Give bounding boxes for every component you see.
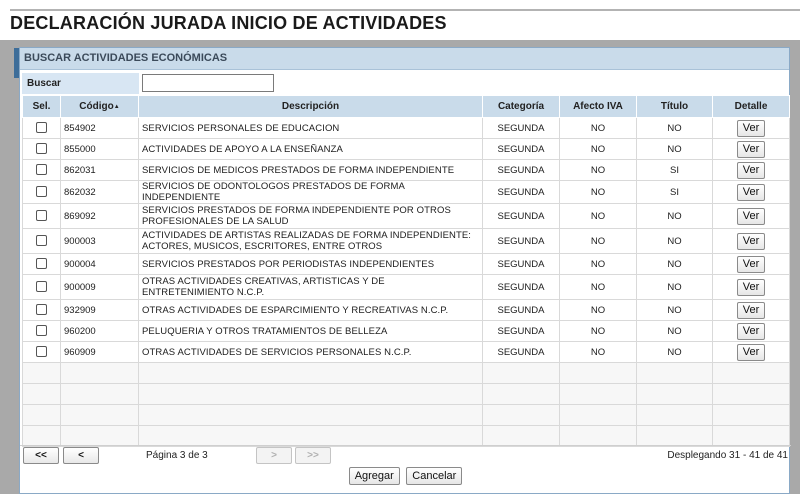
sort-ascending-icon: ▲ bbox=[113, 104, 120, 110]
search-row bbox=[22, 73, 788, 94]
empty-table-row bbox=[23, 426, 790, 447]
row-categoria: SEGUNDA bbox=[483, 118, 560, 139]
add-button[interactable]: Agregar bbox=[349, 467, 400, 485]
row-afecto-iva: NO bbox=[560, 275, 637, 300]
row-titulo: SI bbox=[637, 181, 713, 204]
row-afecto-iva: NO bbox=[560, 139, 637, 160]
first-page-button[interactable]: << bbox=[23, 447, 59, 464]
view-detail-button[interactable]: Ver bbox=[737, 120, 765, 137]
row-codigo: 960200 bbox=[61, 321, 139, 342]
row-afecto-iva: NO bbox=[560, 118, 637, 139]
row-categoria: SEGUNDA bbox=[483, 139, 560, 160]
table-row bbox=[23, 139, 790, 160]
column-header-codigo[interactable] bbox=[61, 96, 139, 118]
row-select-cell bbox=[23, 254, 61, 275]
row-titulo: NO bbox=[637, 300, 713, 321]
dialog-actions bbox=[20, 466, 791, 488]
row-detalle-cell bbox=[713, 118, 790, 139]
dialog-title: BUSCAR ACTIVIDADES ECONÓMICAS bbox=[20, 48, 789, 70]
view-detail-button[interactable]: Ver bbox=[737, 208, 765, 225]
row-detalle-cell bbox=[713, 160, 790, 181]
row-categoria: SEGUNDA bbox=[483, 160, 560, 181]
row-titulo: SI bbox=[637, 160, 713, 181]
row-select-checkbox[interactable] bbox=[36, 346, 47, 357]
row-afecto-iva: NO bbox=[560, 181, 637, 204]
results-count: Desplegando 31 - 41 de 41 bbox=[667, 450, 788, 461]
view-detail-button[interactable]: Ver bbox=[737, 323, 765, 340]
row-codigo: 854902 bbox=[61, 118, 139, 139]
row-descripcion: PELUQUERIA Y OTROS TRATAMIENTOS DE BELLEZA bbox=[139, 321, 483, 342]
row-descripcion: OTRAS ACTIVIDADES DE ESPARCIMIENTO Y RECREATIVAS N.C.P. bbox=[139, 300, 483, 321]
row-select-checkbox[interactable] bbox=[36, 281, 47, 292]
row-titulo: NO bbox=[637, 342, 713, 363]
row-select-cell bbox=[23, 275, 61, 300]
row-detalle-cell bbox=[713, 139, 790, 160]
prev-page-button[interactable]: < bbox=[63, 447, 99, 464]
row-afecto-iva: NO bbox=[560, 254, 637, 275]
view-detail-button[interactable]: Ver bbox=[737, 162, 765, 179]
row-codigo: 900009 bbox=[61, 275, 139, 300]
row-select-checkbox[interactable] bbox=[36, 122, 47, 133]
row-detalle-cell bbox=[713, 229, 790, 254]
row-descripcion: SERVICIOS PRESTADOS DE FORMA INDEPENDIENTE POR OTROS PROFESIONALES DE LA SALUD bbox=[139, 204, 483, 229]
view-detail-button[interactable]: Ver bbox=[737, 302, 765, 319]
row-afecto-iva: NO bbox=[560, 300, 637, 321]
row-codigo: 862031 bbox=[61, 160, 139, 181]
table-row bbox=[23, 204, 790, 229]
row-titulo: NO bbox=[637, 139, 713, 160]
table-row bbox=[23, 275, 790, 300]
row-select-checkbox[interactable] bbox=[36, 235, 47, 246]
row-descripcion: SERVICIOS PRESTADOS POR PERIODISTAS INDEPENDIENTES bbox=[139, 254, 483, 275]
row-select-cell bbox=[23, 181, 61, 204]
row-categoria: SEGUNDA bbox=[483, 275, 560, 300]
row-codigo: 862032 bbox=[61, 181, 139, 204]
row-select-checkbox[interactable] bbox=[36, 143, 47, 154]
row-detalle-cell bbox=[713, 204, 790, 229]
table-row bbox=[23, 321, 790, 342]
column-header-detalle: Detalle bbox=[713, 96, 790, 118]
table-row bbox=[23, 181, 790, 204]
column-header-sel: Sel. bbox=[23, 96, 61, 118]
row-select-cell bbox=[23, 229, 61, 254]
row-select-checkbox[interactable] bbox=[36, 164, 47, 175]
row-categoria: SEGUNDA bbox=[483, 181, 560, 204]
view-detail-button[interactable]: Ver bbox=[737, 141, 765, 158]
row-detalle-cell bbox=[713, 300, 790, 321]
row-titulo: NO bbox=[637, 118, 713, 139]
table-header-row bbox=[23, 96, 790, 118]
pagination-bar bbox=[20, 445, 791, 467]
row-select-cell bbox=[23, 342, 61, 363]
row-descripcion: ACTIVIDADES DE APOYO A LA ENSEÑANZA bbox=[139, 139, 483, 160]
next-page-button[interactable]: > bbox=[256, 447, 292, 464]
column-header-codigo-label: Código bbox=[79, 101, 114, 112]
empty-table-row bbox=[23, 405, 790, 426]
activities-table bbox=[22, 95, 790, 447]
row-descripcion: SERVICIOS PERSONALES DE EDUCACION bbox=[139, 118, 483, 139]
table-row bbox=[23, 342, 790, 363]
row-categoria: SEGUNDA bbox=[483, 321, 560, 342]
row-select-cell bbox=[23, 160, 61, 181]
row-categoria: SEGUNDA bbox=[483, 342, 560, 363]
row-select-cell bbox=[23, 118, 61, 139]
row-detalle-cell bbox=[713, 321, 790, 342]
row-afecto-iva: NO bbox=[560, 342, 637, 363]
table-row bbox=[23, 254, 790, 275]
row-afecto-iva: NO bbox=[560, 321, 637, 342]
row-descripcion: ACTIVIDADES DE ARTISTAS REALIZADAS DE FORMA INDEPENDIENTE: ACTORES, MUSICOS, ESCRITORES, ENTRE OTROS bbox=[139, 229, 483, 254]
row-detalle-cell bbox=[713, 342, 790, 363]
row-afecto-iva: NO bbox=[560, 229, 637, 254]
row-categoria: SEGUNDA bbox=[483, 254, 560, 275]
row-select-checkbox[interactable] bbox=[36, 210, 47, 221]
page-title: DECLARACIÓN JURADA INICIO DE ACTIVIDADES bbox=[10, 13, 447, 33]
row-select-checkbox[interactable] bbox=[36, 258, 47, 269]
column-header-categoria: Categoría bbox=[483, 96, 560, 118]
row-select-cell bbox=[23, 321, 61, 342]
cancel-button[interactable]: Cancelar bbox=[406, 467, 462, 485]
row-codigo: 960909 bbox=[61, 342, 139, 363]
table-row bbox=[23, 229, 790, 254]
row-afecto-iva: NO bbox=[560, 160, 637, 181]
column-header-titulo: Título bbox=[637, 96, 713, 118]
view-detail-button[interactable]: Ver bbox=[737, 279, 765, 296]
search-label: Buscar bbox=[22, 73, 139, 94]
table-row bbox=[23, 300, 790, 321]
view-detail-button[interactable]: Ver bbox=[737, 344, 765, 361]
row-codigo: 900004 bbox=[61, 254, 139, 275]
row-titulo: NO bbox=[637, 204, 713, 229]
row-descripcion: SERVICIOS DE MEDICOS PRESTADOS DE FORMA INDEPENDIENTE bbox=[139, 160, 483, 181]
row-detalle-cell bbox=[713, 254, 790, 275]
row-select-cell bbox=[23, 204, 61, 229]
empty-table-row bbox=[23, 363, 790, 384]
activities-search-dialog bbox=[19, 47, 790, 494]
empty-table-row bbox=[23, 384, 790, 405]
row-titulo: NO bbox=[637, 275, 713, 300]
row-categoria: SEGUNDA bbox=[483, 300, 560, 321]
row-detalle-cell bbox=[713, 181, 790, 204]
row-descripcion: OTRAS ACTIVIDADES DE SERVICIOS PERSONALES N.C.P. bbox=[139, 342, 483, 363]
top-divider bbox=[10, 9, 800, 11]
view-detail-button[interactable]: Ver bbox=[737, 233, 765, 250]
table-row bbox=[23, 160, 790, 181]
row-codigo: 869092 bbox=[61, 204, 139, 229]
row-afecto-iva: NO bbox=[560, 204, 637, 229]
row-codigo: 932909 bbox=[61, 300, 139, 321]
row-codigo: 855000 bbox=[61, 139, 139, 160]
row-titulo: NO bbox=[637, 229, 713, 254]
last-page-button[interactable]: >> bbox=[295, 447, 331, 464]
row-select-cell bbox=[23, 300, 61, 321]
row-select-cell bbox=[23, 139, 61, 160]
page-indicator: Página 3 de 3 bbox=[146, 450, 208, 461]
row-categoria: SEGUNDA bbox=[483, 229, 560, 254]
row-select-checkbox[interactable] bbox=[36, 304, 47, 315]
view-detail-button[interactable]: Ver bbox=[737, 256, 765, 273]
column-header-afecto-iva: Afecto IVA bbox=[560, 96, 637, 118]
row-categoria: SEGUNDA bbox=[483, 204, 560, 229]
row-titulo: NO bbox=[637, 254, 713, 275]
row-titulo: NO bbox=[637, 321, 713, 342]
table-row bbox=[23, 118, 790, 139]
search-input[interactable] bbox=[142, 74, 274, 92]
row-select-checkbox[interactable] bbox=[36, 186, 47, 197]
row-select-checkbox[interactable] bbox=[36, 325, 47, 336]
row-detalle-cell bbox=[713, 275, 790, 300]
column-header-descripcion: Descripción bbox=[139, 96, 483, 118]
view-detail-button[interactable]: Ver bbox=[737, 184, 765, 201]
row-descripcion: SERVICIOS DE ODONTOLOGOS PRESTADOS DE FORMA INDEPENDIENTE bbox=[139, 181, 483, 204]
row-descripcion: OTRAS ACTIVIDADES CREATIVAS, ARTISTICAS Y DE ENTRETENIMIENTO N.C.P. bbox=[139, 275, 483, 300]
row-codigo: 900003 bbox=[61, 229, 139, 254]
